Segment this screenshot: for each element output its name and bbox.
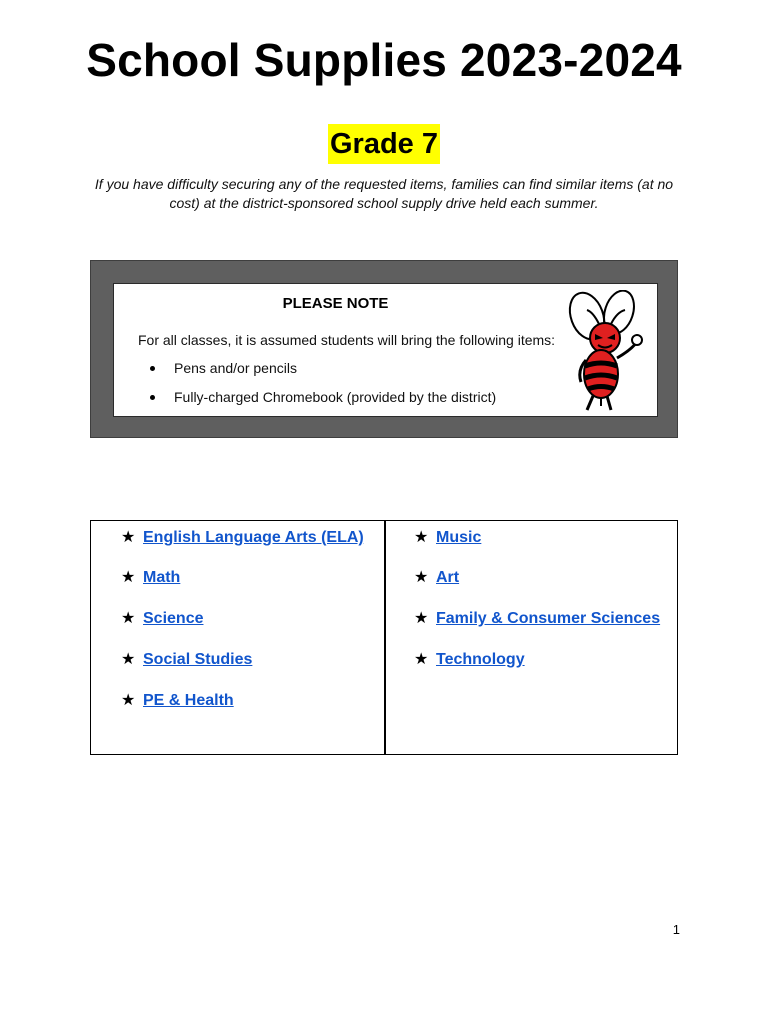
list-item xyxy=(121,691,234,711)
list-item xyxy=(121,528,364,548)
list-item xyxy=(414,650,525,670)
subject-link-math[interactable]: Math xyxy=(143,569,181,586)
star-icon: ★ xyxy=(121,610,136,627)
subjects-table xyxy=(90,520,678,755)
bullet-icon xyxy=(150,395,155,400)
page-number: 1 xyxy=(672,922,680,937)
subject-link-pe-health[interactable]: PE & Health xyxy=(143,692,234,709)
subject-link-social-studies[interactable]: Social Studies xyxy=(143,651,253,668)
please-note-title: PLEASE NOTE xyxy=(282,295,389,312)
star-icon: ★ xyxy=(121,569,136,586)
grade-heading: Grade 7 xyxy=(328,124,440,164)
please-note-box xyxy=(113,283,658,417)
subject-link-ela[interactable]: English Language Arts (ELA) xyxy=(143,529,364,546)
list-item xyxy=(121,609,203,629)
page-title: School Supplies 2023-2024 xyxy=(86,34,682,86)
bullet-icon xyxy=(150,366,155,371)
star-icon: ★ xyxy=(121,651,136,668)
star-icon: ★ xyxy=(414,610,429,627)
list-item xyxy=(414,609,660,629)
star-icon: ★ xyxy=(121,692,136,709)
star-icon: ★ xyxy=(414,569,429,586)
subject-link-family-consumer-sciences[interactable]: Family & Consumer Sciences xyxy=(436,610,661,627)
star-icon: ★ xyxy=(414,529,429,546)
star-icon: ★ xyxy=(414,651,429,668)
list-item xyxy=(414,528,481,548)
list-item xyxy=(121,650,252,670)
column-divider xyxy=(384,521,386,754)
list-item xyxy=(414,568,459,588)
please-note-text: For all classes, it is assumed students will bring the following items: xyxy=(138,332,556,348)
subject-link-science[interactable]: Science xyxy=(143,610,204,627)
list-item-text: Pens and/or pencils xyxy=(174,360,297,376)
intro-paragraph: If you have difficulty securing any of the requested items, families can find similar items (at no cost) at the district-sponsored school supply drive held each summer. xyxy=(94,176,674,211)
star-icon: ★ xyxy=(121,529,136,546)
subject-link-technology[interactable]: Technology xyxy=(436,651,525,668)
subject-link-music[interactable]: Music xyxy=(436,529,482,546)
subject-link-art[interactable]: Art xyxy=(436,569,460,586)
hornet-mascot-icon xyxy=(557,290,649,412)
list-item-text: Fully-charged Chromebook (provided by the district) xyxy=(174,389,497,405)
list-item xyxy=(121,568,180,588)
please-note-frame xyxy=(90,260,678,438)
grade-heading-wrap xyxy=(0,124,768,164)
